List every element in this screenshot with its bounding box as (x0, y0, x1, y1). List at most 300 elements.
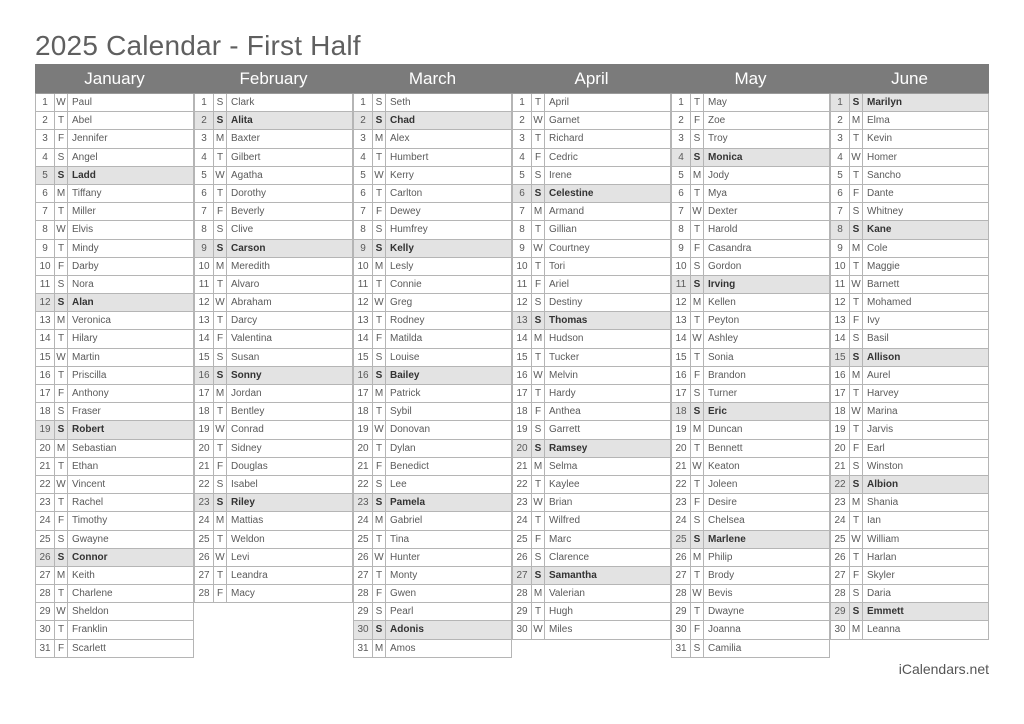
day-number: 24 (36, 512, 55, 529)
day-row (512, 312, 671, 330)
weekday-letter: T (55, 367, 68, 384)
day-number: 25 (36, 531, 55, 548)
weekday-letter: F (691, 367, 704, 384)
day-number: 7 (195, 203, 214, 220)
day-number: 21 (195, 458, 214, 475)
weekday-letter: T (373, 149, 386, 166)
day-row (671, 258, 830, 276)
day-number: 26 (36, 549, 55, 566)
weekday-letter: T (691, 440, 704, 457)
day-row (35, 385, 194, 403)
name-of-day: Kerry (390, 169, 414, 181)
weekday-letter: F (691, 621, 704, 638)
weekday-letter: M (373, 385, 386, 402)
name-of-day: Brody (708, 569, 735, 581)
day-row (35, 167, 194, 185)
weekday-letter: T (373, 185, 386, 202)
day-number: 14 (195, 330, 214, 347)
day-number: 26 (831, 549, 850, 566)
name-of-day: Gwen (390, 588, 417, 600)
day-row (512, 258, 671, 276)
day-row (830, 367, 989, 385)
name-of-day: Albion (867, 478, 899, 490)
day-number: 14 (513, 330, 532, 347)
day-row (35, 512, 194, 530)
name-of-day: Rodney (390, 315, 425, 327)
day-row (512, 440, 671, 458)
day-number: 1 (831, 94, 850, 111)
weekday-letter: T (532, 603, 545, 620)
day-row (194, 276, 353, 294)
month-column-2 (194, 64, 353, 603)
day-row (830, 185, 989, 203)
day-row (830, 258, 989, 276)
weekday-letter: S (691, 258, 704, 275)
day-row (671, 203, 830, 221)
day-row (35, 567, 194, 585)
name-of-day: Kellen (708, 297, 736, 309)
weekday-letter: T (850, 512, 863, 529)
weekday-letter: W (373, 294, 386, 311)
name-of-day: Emmett (867, 606, 904, 618)
weekday-letter: S (214, 94, 227, 111)
name-of-day: Dexter (708, 206, 738, 218)
day-number: 17 (354, 385, 373, 402)
day-row (35, 621, 194, 639)
day-row (512, 149, 671, 167)
weekday-letter: T (850, 549, 863, 566)
day-row (512, 385, 671, 403)
name-of-day: May (708, 97, 727, 108)
day-row (671, 494, 830, 512)
name-of-day: Lesly (390, 260, 414, 272)
name-of-day: Vincent (72, 478, 106, 490)
day-row (194, 476, 353, 494)
weekday-letter: F (532, 149, 545, 166)
day-number: 22 (672, 476, 691, 493)
weekday-letter: F (532, 531, 545, 548)
name-of-day: Alita (231, 115, 253, 127)
day-row (512, 403, 671, 421)
day-row (35, 203, 194, 221)
name-of-day: Eric (708, 406, 727, 418)
name-of-day: Homer (867, 151, 898, 163)
day-row (512, 458, 671, 476)
name-of-day: Harvey (867, 388, 899, 399)
day-number: 23 (36, 494, 55, 511)
weekday-letter: W (691, 203, 704, 220)
day-number: 4 (672, 149, 691, 166)
day-row (194, 494, 353, 512)
name-of-day: Macy (231, 588, 255, 600)
weekday-letter: F (373, 458, 386, 475)
site-credit: iCalendars.net (898, 661, 989, 677)
day-number: 7 (831, 203, 850, 220)
weekday-letter: M (850, 240, 863, 257)
day-number: 27 (831, 567, 850, 584)
name-of-day: Tina (390, 533, 410, 545)
weekday-letter: F (373, 330, 386, 347)
weekday-letter: T (850, 294, 863, 311)
name-of-day: Connor (72, 551, 108, 563)
name-of-day: Tucker (549, 351, 580, 363)
name-of-day: Gabriel (390, 515, 423, 527)
day-number: 30 (831, 621, 850, 638)
day-row (353, 403, 512, 421)
weekday-letter: S (373, 621, 386, 638)
day-number: 8 (36, 221, 55, 238)
weekday-letter: W (214, 167, 227, 184)
day-number: 29 (672, 603, 691, 620)
weekday-letter: F (214, 203, 227, 220)
day-row (194, 221, 353, 239)
day-row (35, 494, 194, 512)
name-of-day: Benedict (390, 460, 429, 472)
weekday-letter: F (214, 458, 227, 475)
weekday-letter: W (691, 458, 704, 475)
day-number: 11 (354, 276, 373, 293)
day-row (194, 330, 353, 348)
weekday-letter: F (532, 276, 545, 293)
day-number: 11 (672, 276, 691, 293)
day-row (671, 349, 830, 367)
weekday-letter: M (532, 585, 545, 602)
month-column-4 (512, 64, 671, 640)
day-number: 25 (195, 531, 214, 548)
weekday-letter: T (214, 403, 227, 420)
name-of-day: Ethan (72, 460, 99, 472)
weekday-letter: M (850, 112, 863, 129)
day-row (671, 367, 830, 385)
name-of-day: Franklin (72, 624, 108, 636)
day-number: 14 (672, 330, 691, 347)
day-number: 31 (36, 640, 55, 657)
name-of-day: Desire (708, 497, 737, 509)
name-of-day: Armand (549, 206, 585, 218)
day-row (194, 440, 353, 458)
name-of-day: Sheldon (72, 606, 109, 618)
name-of-day: Humbert (390, 151, 429, 163)
weekday-letter: S (214, 221, 227, 238)
day-row (830, 167, 989, 185)
page-title: 2025 Calendar - First Half (35, 30, 361, 61)
day-row (671, 312, 830, 330)
day-row (512, 294, 671, 312)
day-row (353, 421, 512, 439)
name-of-day: Clarence (549, 551, 590, 563)
month-column-1 (35, 64, 194, 658)
name-of-day: Ashley (708, 333, 739, 345)
day-row (35, 603, 194, 621)
day-number: 18 (672, 403, 691, 420)
day-number: 13 (513, 312, 532, 329)
day-number: 10 (831, 258, 850, 275)
weekday-letter: W (373, 549, 386, 566)
weekday-letter: W (55, 603, 68, 620)
weekday-letter: M (214, 130, 227, 147)
weekday-letter: M (214, 258, 227, 275)
weekday-letter: S (214, 494, 227, 511)
day-row (35, 531, 194, 549)
day-number: 29 (354, 603, 373, 620)
name-of-day: Philip (708, 551, 733, 563)
name-of-day: Levi (231, 551, 250, 563)
name-of-day: Irene (549, 169, 572, 181)
day-row (353, 385, 512, 403)
day-row (512, 167, 671, 185)
name-of-day: Clark (231, 97, 255, 108)
weekday-letter: T (214, 440, 227, 457)
day-list (830, 93, 989, 640)
day-number: 16 (672, 367, 691, 384)
day-row (353, 276, 512, 294)
name-of-day: Darby (72, 260, 99, 272)
weekday-letter: F (532, 403, 545, 420)
name-of-day: Fraser (72, 406, 101, 418)
day-number: 2 (672, 112, 691, 129)
name-of-day: Sebastian (72, 442, 117, 454)
weekday-letter: W (532, 494, 545, 511)
name-of-day: Allison (867, 351, 901, 363)
name-of-day: Thomas (549, 315, 588, 327)
day-row (194, 367, 353, 385)
weekday-letter: S (850, 203, 863, 220)
day-row (830, 403, 989, 421)
day-row (830, 94, 989, 112)
day-number: 20 (36, 440, 55, 457)
weekday-letter: M (691, 421, 704, 438)
weekday-letter: T (850, 130, 863, 147)
day-number: 3 (831, 130, 850, 147)
day-row (194, 94, 353, 112)
day-number: 19 (513, 421, 532, 438)
day-number: 30 (513, 621, 532, 638)
day-row (671, 567, 830, 585)
name-of-day: Samantha (549, 569, 597, 581)
day-row (194, 312, 353, 330)
weekday-letter: T (55, 585, 68, 602)
calendar-grid (35, 64, 989, 664)
weekday-letter: T (691, 94, 704, 111)
weekday-letter: T (691, 567, 704, 584)
day-row (512, 421, 671, 439)
day-row (512, 240, 671, 258)
name-of-day: Keaton (708, 460, 740, 472)
name-of-day: Timothy (72, 515, 108, 527)
day-row (830, 294, 989, 312)
weekday-letter: W (214, 421, 227, 438)
day-number: 11 (195, 276, 214, 293)
day-number: 6 (36, 185, 55, 202)
day-number: 3 (672, 130, 691, 147)
day-row (671, 130, 830, 148)
day-row (671, 276, 830, 294)
day-row (35, 330, 194, 348)
month-name: February (239, 69, 308, 88)
name-of-day: Duncan (708, 424, 743, 436)
weekday-letter: T (214, 185, 227, 202)
weekday-letter: S (214, 349, 227, 366)
day-number: 15 (354, 349, 373, 366)
name-of-day: Monica (708, 151, 743, 163)
day-row (512, 512, 671, 530)
name-of-day: Kaylee (549, 478, 580, 490)
day-row (512, 94, 671, 112)
name-of-day: Kevin (867, 133, 893, 145)
day-number: 22 (354, 476, 373, 493)
day-number: 29 (831, 603, 850, 620)
weekday-letter: S (691, 531, 704, 548)
name-of-day: Chad (390, 115, 415, 127)
day-row (671, 621, 830, 639)
name-of-day: Charlene (72, 588, 113, 600)
day-number: 5 (36, 167, 55, 184)
weekday-letter: S (532, 440, 545, 457)
name-of-day: Robert (72, 424, 105, 436)
day-number: 15 (36, 349, 55, 366)
weekday-letter: S (373, 240, 386, 257)
weekday-letter: S (55, 421, 68, 438)
day-number: 20 (354, 440, 373, 457)
day-list (671, 93, 830, 658)
weekday-letter: S (850, 476, 863, 493)
day-row (830, 349, 989, 367)
day-number: 4 (513, 149, 532, 166)
day-row (35, 258, 194, 276)
name-of-day: Zoe (708, 115, 726, 127)
name-of-day: Selma (549, 460, 578, 472)
day-number: 8 (672, 221, 691, 238)
day-number: 13 (831, 312, 850, 329)
day-row (35, 585, 194, 603)
weekday-letter: M (850, 367, 863, 384)
name-of-day: Skyler (867, 569, 895, 581)
name-of-day: Miller (72, 206, 96, 218)
day-row (194, 130, 353, 148)
day-row (512, 203, 671, 221)
day-number: 24 (354, 512, 373, 529)
name-of-day: Sonia (708, 351, 734, 363)
day-row (194, 149, 353, 167)
day-number: 22 (36, 476, 55, 493)
month-name: April (574, 69, 609, 88)
day-row (671, 640, 830, 658)
name-of-day: Aurel (867, 369, 891, 381)
day-number: 9 (195, 240, 214, 257)
name-of-day: Dwayne (708, 606, 745, 618)
day-number: 24 (831, 512, 850, 529)
weekday-letter: W (55, 476, 68, 493)
name-of-day: Elvis (72, 224, 94, 236)
weekday-letter: S (55, 276, 68, 293)
name-of-day: Melvin (549, 369, 578, 381)
day-number: 19 (831, 421, 850, 438)
weekday-letter: S (55, 294, 68, 311)
day-number: 8 (513, 221, 532, 238)
day-number: 23 (513, 494, 532, 511)
name-of-day: Bentley (231, 406, 265, 418)
day-row (35, 440, 194, 458)
name-of-day: Mindy (72, 242, 99, 254)
day-number: 17 (831, 385, 850, 402)
name-of-day: Priscilla (72, 369, 107, 381)
day-row (353, 512, 512, 530)
day-row (830, 149, 989, 167)
day-row (194, 185, 353, 203)
weekday-letter: T (532, 221, 545, 238)
month-name: March (408, 69, 457, 88)
name-of-day: Gwayne (72, 533, 109, 545)
name-of-day: Valerian (549, 588, 585, 600)
day-number: 22 (513, 476, 532, 493)
day-row (35, 367, 194, 385)
day-row (35, 112, 194, 130)
day-number: 20 (195, 440, 214, 457)
name-of-day: Susan (231, 351, 260, 363)
day-row (194, 549, 353, 567)
day-number: 26 (672, 549, 691, 566)
name-of-day: Mya (708, 187, 727, 199)
name-of-day: Kelly (390, 242, 414, 254)
name-of-day: Connie (390, 278, 422, 290)
name-of-day: Abraham (231, 297, 272, 309)
day-row (671, 603, 830, 621)
weekday-letter: S (691, 403, 704, 420)
day-number: 25 (354, 531, 373, 548)
name-of-day: Ivy (867, 315, 880, 327)
weekday-letter: S (850, 585, 863, 602)
weekday-letter: T (373, 312, 386, 329)
day-row (353, 258, 512, 276)
name-of-day: Maggie (867, 260, 900, 272)
weekday-letter: S (850, 330, 863, 347)
name-of-day: Ian (867, 515, 881, 527)
weekday-letter: T (373, 531, 386, 548)
day-number: 21 (354, 458, 373, 475)
day-row (671, 294, 830, 312)
weekday-letter: T (55, 112, 68, 129)
day-row (512, 531, 671, 549)
name-of-day: Gordon (708, 260, 742, 272)
day-row (671, 476, 830, 494)
day-row (35, 349, 194, 367)
day-number: 16 (831, 367, 850, 384)
day-row (671, 221, 830, 239)
day-number: 19 (354, 421, 373, 438)
day-number: 3 (513, 130, 532, 147)
day-row (830, 221, 989, 239)
weekday-letter: S (55, 531, 68, 548)
weekday-letter: M (373, 258, 386, 275)
day-number: 20 (672, 440, 691, 457)
day-number: 3 (354, 130, 373, 147)
weekday-letter: M (55, 312, 68, 329)
day-number: 10 (36, 258, 55, 275)
weekday-letter: T (214, 276, 227, 293)
day-number: 1 (672, 94, 691, 111)
weekday-letter: F (850, 312, 863, 329)
weekday-letter: S (532, 294, 545, 311)
name-of-day: Adonis (390, 624, 424, 636)
weekday-letter: S (691, 385, 704, 402)
day-row (671, 330, 830, 348)
day-number: 18 (195, 403, 214, 420)
day-number: 9 (672, 240, 691, 257)
name-of-day: Carlton (390, 187, 423, 199)
day-number: 10 (672, 258, 691, 275)
name-of-day: Amos (390, 642, 416, 654)
day-number: 22 (195, 476, 214, 493)
